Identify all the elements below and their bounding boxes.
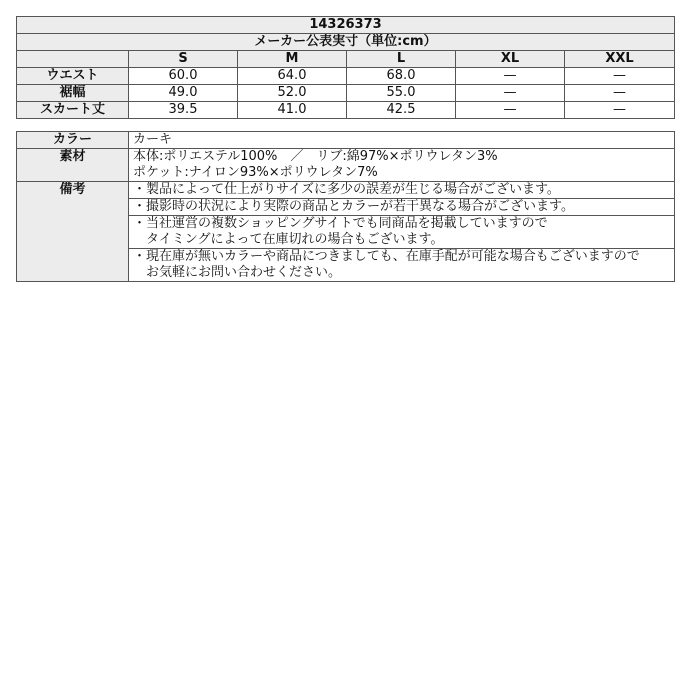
table-row [17,85,675,102]
table-cell: 60.0 [129,68,238,85]
table-cell: 41.0 [238,102,347,119]
material-value [129,149,675,182]
material-label: 素材 [17,149,129,182]
table-cell: 42.5 [347,102,456,119]
note-line: ・当社運営の複数ショッピングサイトでも同商品を掲載していますので [133,216,548,231]
size-table-subtitle: メーカー公表実寸（単位:cm） [17,34,675,51]
row-label-hem-width: 裾幅 [17,85,129,102]
note-item [129,249,675,282]
size-header-xl: XL [456,51,565,68]
color-value: カーキ [129,132,675,149]
table-row [17,182,675,199]
table-cell: — [456,68,565,85]
table-cell: — [456,102,565,119]
size-table [16,16,675,119]
size-header-row [17,51,675,68]
row-label-skirt-length: スカート丈 [17,102,129,119]
table-cell: — [565,85,675,102]
table-row [17,149,675,182]
size-header-xxl: XXL [565,51,675,68]
size-header-l: L [347,51,456,68]
color-label: カラー [17,132,129,149]
note-line: タイミングによって在庫切れの場合もございます。 [133,232,444,247]
note-line: ・現在庫が無いカラーや商品につきましても、在庫手配が可能な場合もございますので [133,249,640,264]
table-cell: 68.0 [347,68,456,85]
material-line: 本体:ポリエステル100% ／ リブ:綿97%×ポリウレタン3% [133,149,498,164]
note-item [129,199,675,216]
table-cell: 55.0 [347,85,456,102]
note-line: ・製品によって仕上がりサイズに多少の誤差が生じる場合がございます。 [133,182,560,197]
product-code: 14326373 [17,17,675,34]
table-row [17,68,675,85]
table-cell: — [565,68,675,85]
size-header-s: S [129,51,238,68]
table-cell: 39.5 [129,102,238,119]
material-line: ポケット:ナイロン93%×ポリウレタン7% [133,165,378,180]
size-header-m: M [238,51,347,68]
table-cell: 52.0 [238,85,347,102]
table-row [17,132,675,149]
table-row [17,102,675,119]
table-cell: 49.0 [129,85,238,102]
note-item [129,216,675,249]
product-detail-table [16,131,675,282]
table-cell: — [565,102,675,119]
notes-label: 備考 [17,182,129,282]
note-line: ・撮影時の状況により実際の商品とカラーが若干異なる場合がございます。 [133,199,574,214]
row-label-waist: ウエスト [17,68,129,85]
table-cell: 64.0 [238,68,347,85]
table-cell: — [456,85,565,102]
note-item [129,182,675,199]
note-line: お気軽にお問い合わせください。 [133,265,342,280]
size-header-corner [17,51,129,68]
